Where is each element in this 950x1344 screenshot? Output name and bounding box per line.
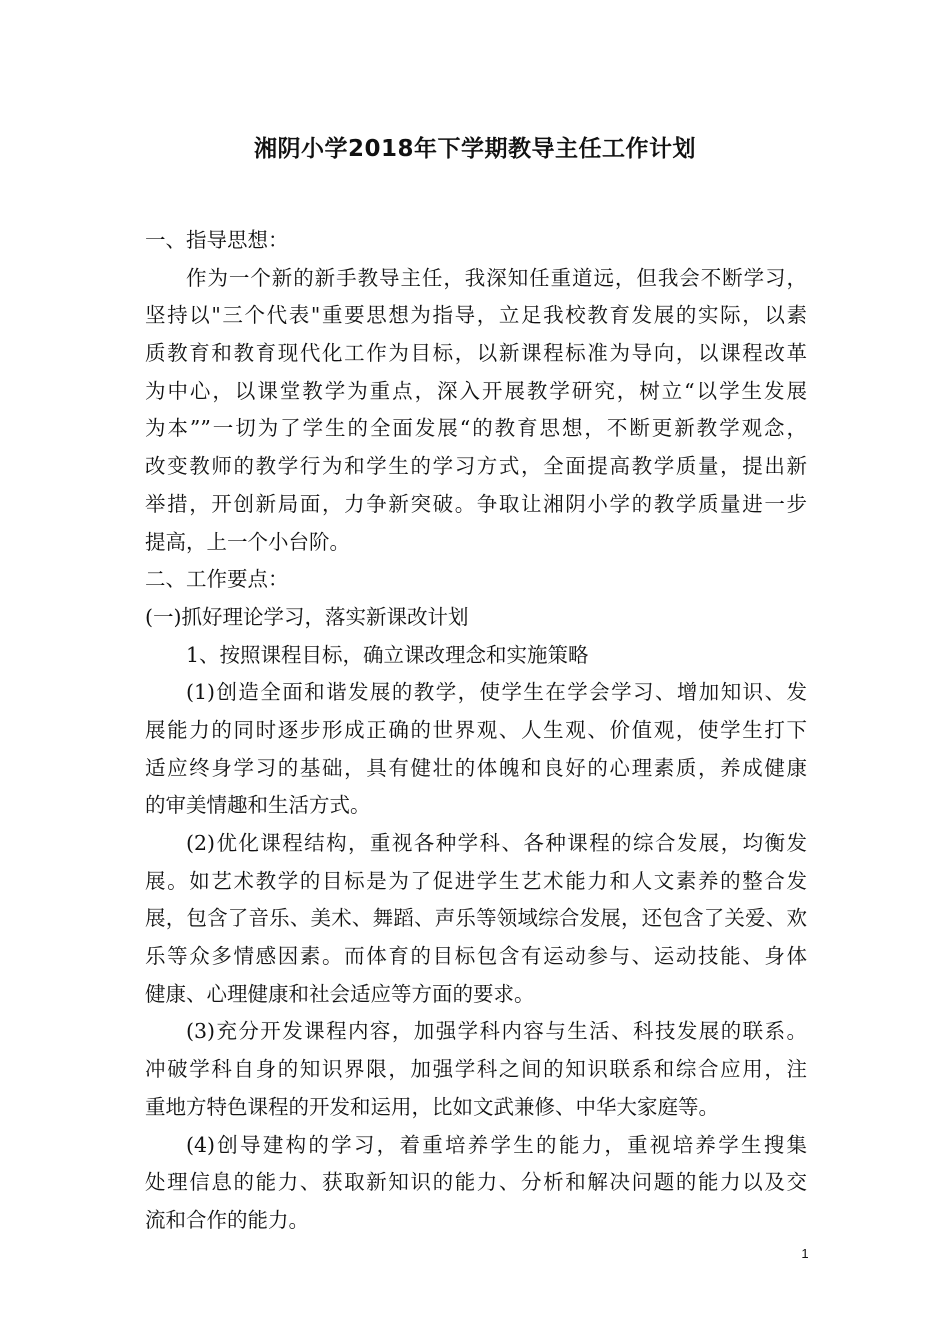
paragraph-line: 冲破学科自身的知识界限，加强学科之间的知识联系和综合应用，注 (145, 1057, 807, 1082)
item-heading: 1、按照课程目标，确立课改理念和实施策略 (186, 642, 589, 667)
paragraph-line: 展，包含了音乐、美术、舞蹈、声乐等领域综合发展，还包含了关爱、欢 (145, 906, 807, 931)
paragraph-line: (2)优化课程结构，重视各种学科、各种课程的综合发展，均衡发 (186, 831, 807, 855)
paragraph-line: (4)创导建构的学习，着重培养学生的能力，重视培养学生搜集 (186, 1132, 807, 1157)
page-number: 1 (801, 1246, 809, 1261)
paragraph-line: 的审美情趣和生活方式。 (145, 793, 371, 818)
paragraph-line: 健康、心理健康和社会适应等方面的要求。 (145, 981, 535, 1006)
paragraph-line: 流和合作的能力。 (145, 1207, 309, 1232)
paragraph-line: (3)充分开发课程内容，加强学科内容与生活、科技发展的联系。 (186, 1019, 807, 1044)
paragraph-line: 为本””一切为了学生的全面发展“的教育思想，不断更新教学观念， (145, 416, 807, 441)
subsection-heading: (一)抓好理论学习，落实新课改计划 (145, 604, 469, 629)
paragraph-line: 举措，开创新局面，力争新突破。争取让湘阴小学的教学质量进一步 (145, 491, 807, 516)
paragraph-line: 适应终身学习的基础，具有健壮的体魄和良好的心理素质，养成健康 (145, 755, 807, 780)
paragraph-line: 改变教师的教学行为和学生的学习方式，全面提高教学质量，提出新 (145, 454, 807, 479)
paragraph-line: 质教育和教育现代化工作为目标，以新课程标准为导向，以课程改革 (145, 341, 807, 366)
paragraph-line: (1)创造全面和谐发展的教学，使学生在学会学习、增加知识、发 (186, 680, 807, 705)
paragraph-line: 为中心，以课堂教学为重点，深入开展教学研究，树立“以学生发展 (145, 378, 807, 403)
paragraph-line: 处理信息的能力、获取新知识的能力、分析和解决问题的能力以及交 (145, 1170, 807, 1195)
section-heading-work-points: 二、工作要点： (145, 567, 289, 592)
paragraph-line: 展能力的同时逐步形成正确的世界观、人生观、价值观，使学生打下 (145, 717, 807, 742)
paragraph-line: 提高，上一个小台阶。 (145, 529, 350, 554)
section-heading-guiding-thought: 一、指导思想： (145, 228, 289, 252)
document-title: 湘阴小学2018年下学期教导主任工作计划 (253, 136, 696, 162)
document-body (145, 222, 807, 1240)
paragraph-line: 重地方特色课程的开发和运用，比如文武兼修、中华大家庭等。 (145, 1094, 719, 1119)
paragraph-line: 乐等众多情感因素。而体育的目标包含有运动参与、运动技能、身体 (145, 944, 807, 969)
paragraph-line: 展。如艺术教学的目标是为了促进学生艺术能力和人文素养的整合发 (145, 868, 807, 893)
paragraph-line: 作为一个新的新手教导主任，我深知任重道远，但我会不断学习， (186, 265, 807, 290)
paragraph-line: 坚持以"三个代表"重要思想为指导，立足我校教育发展的实际，以素 (145, 303, 807, 328)
